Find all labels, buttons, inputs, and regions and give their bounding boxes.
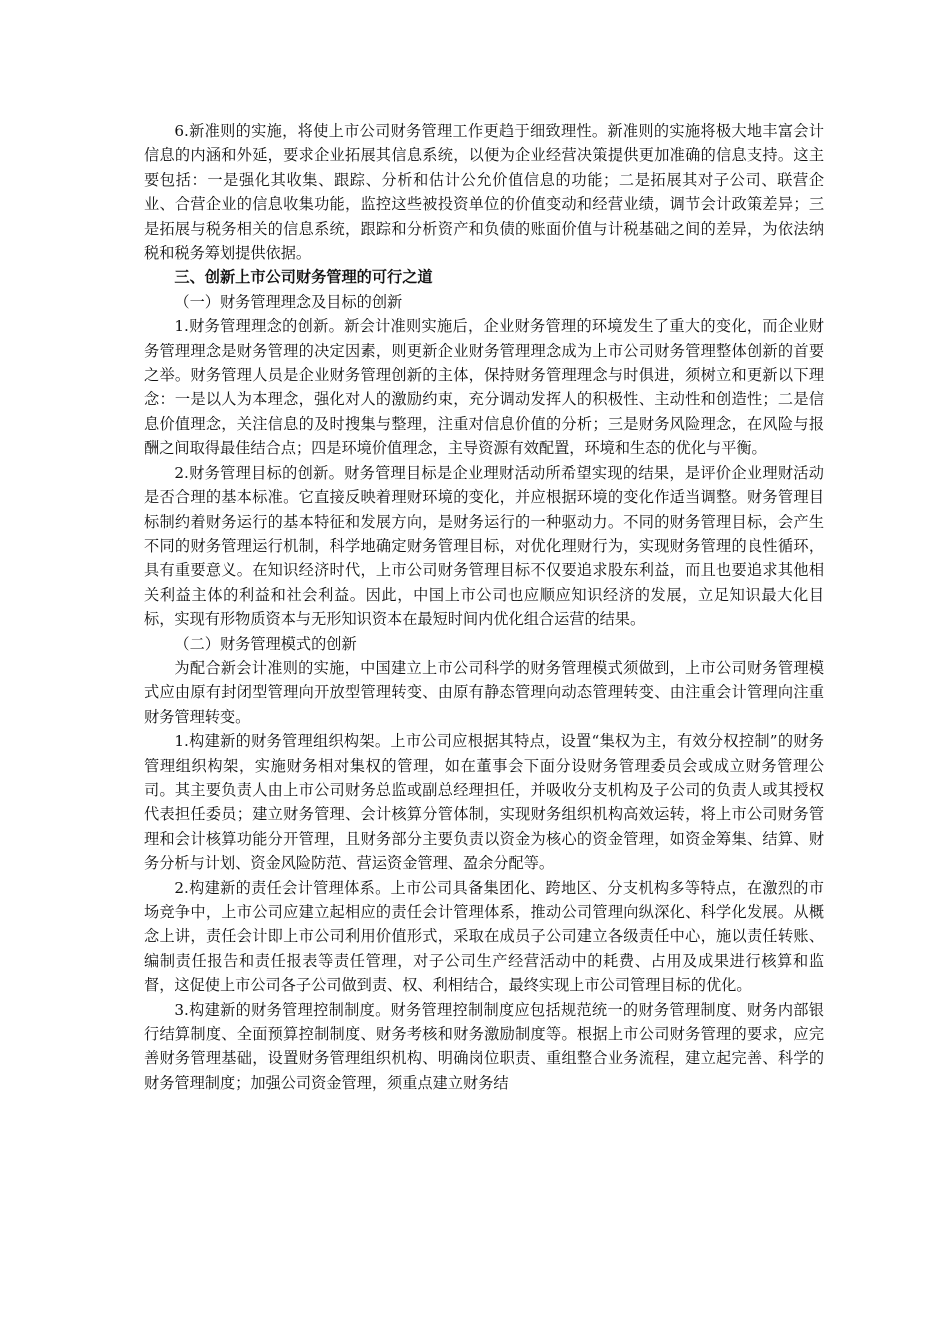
paragraph-responsibility-accounting: 2.构建新的责任会计管理体系。上市公司具备集团化、跨地区、分支机构多等特点，在激烈的市场竞争中，上市公司应建立起相应的责任会计管理体系，推动公司管理向纵深化、科学化发展。从概念上讲，责任会计即上市公司利用价值形式，采取在成员子公司建立各级责任中心，施以责任转账、编制责任报告和责任报表等责任管理，对子公司生产经营活动中的耗费、占用及成果进行核算和监督，这促使上市公司各子公司做到责、权、利相结合，最终实现上市公司管理目标的优化。	[144, 878, 824, 995]
paragraph-6-detail-rationality: 6.新准则的实施，将使上市公司财务管理工作更趋于细致理性。新准则的实施将极大地丰富会计信息的内涵和外延，要求企业拓展其信息系统，以便为企业经营决策提供更加准确的信息支持。这主要包括：一是强化其收集、跟踪、分析和估计公允价值信息的功能；二是拓展其对子公司、联营企业、合营企业的信息收集功能，监控这些被投资单位的价值变动和经营业绩，调节会计政策差异；三是拓展与税务相关的信息系统，跟踪和分析资产和负债的账面价值与计税基础之间的差异，为依法纳税和税务筹划提供依据。	[144, 122, 824, 263]
paragraph-goal-innovation: 2.财务管理目标的创新。财务管理目标是企业理财活动所希望实现的结果，是评价企业理财活动是否合理的基本标准。它直接反映着理财环境的变化，并应根据环境的变化作适当调整。财务管理目标制约着财务运行的基本特征和发展方向，是财务运行的一种驱动力。不同的财务管理目标，会产生不同的财务管理运行机制，科学地确定财务管理目标，对优化理财行为，实现财务管理的良性循环，具有重要意义。在知识经济时代，上市公司财务管理目标不仅要追求股东利益，而且也要追求其他相关利益主体的利益和社会利益。因此，中国上市公司也应顺应知识经济的发展，立足知识最大化目标，实现有形物质资本与无形知识资本在最短时间内优化组合运营的结果。	[144, 463, 824, 629]
paragraph-control-system: 3.构建新的财务管理控制制度。财务管理控制制度应包括规范统一的财务管理制度、财务内部银行结算制度、全面预算控制制度、财务考核和财务激励制度等。根据上市公司财务管理的要求，应完善财务管理基础，设置财务管理组织机构、明确岗位职责、重组整合业务流程，建立起完善、科学的财务管理制度；加强公司资金管理，须重点建立财务结	[144, 1000, 824, 1092]
document-page	[144, 119, 824, 1095]
paragraph-mode-intro: 为配合新会计准则的实施，中国建立上市公司科学的财务管理模式须做到，上市公司财务管理模式应由原有封闭型管理向开放型管理转变、由原有静态管理向动态管理转变、由注重会计管理向注重财务管理转变。	[144, 658, 824, 726]
section-heading-3: 三、创新上市公司财务管理的可行之道	[174, 268, 433, 287]
subheading-2-mode: （二）财务管理模式的创新	[174, 634, 357, 653]
paragraph-concept-innovation: 1.财务管理理念的创新。新会计准则实施后，企业财务管理的环境发生了重大的变化，而企业财务管理理念是财务管理的决定因素，则更新企业财务管理理念成为上市公司财务管理整体创新的首要之举。财务管理人员是企业财务管理创新的主体，保持财务管理理念与时俱进，须树立和更新以下理念：一是以人为本理念，强化对人的激励约束，充分调动发挥人的积极性、主动性和创造性；二是信息价值理念，关注信息的及时搜集与整理，注重对信息价值的分析；三是财务风险理念，在风险与报酬之间取得最佳结合点；四是环境价值理念，主导资源有效配置，环境和生态的优化与平衡。	[144, 317, 824, 458]
paragraph-org-structure: 1.构建新的财务管理组织构架。上市公司应根据其特点，设置“集权为主，有效分权控制”的财务管理组织构架，实施财务相对集权的管理，如在董事会下面分设财务管理委员会或成立财务管理公司。其主要负责人由上市公司财务总监或副总经理担任，并吸收分支机构及子公司的负责人或其授权代表担任委员；建立财务管理、会计核算分管体制，实现财务组织机构高效运转，将上市公司财务管理和会计核算功能分开管理，且财务部分主要负责以资金为核心的资金管理，如资金筹集、结算、财务分析与计划、资金风险防范、营运资金管理、盈余分配等。	[144, 732, 824, 873]
subheading-1-concept-goal: （一）财务管理理念及目标的创新	[174, 292, 403, 311]
